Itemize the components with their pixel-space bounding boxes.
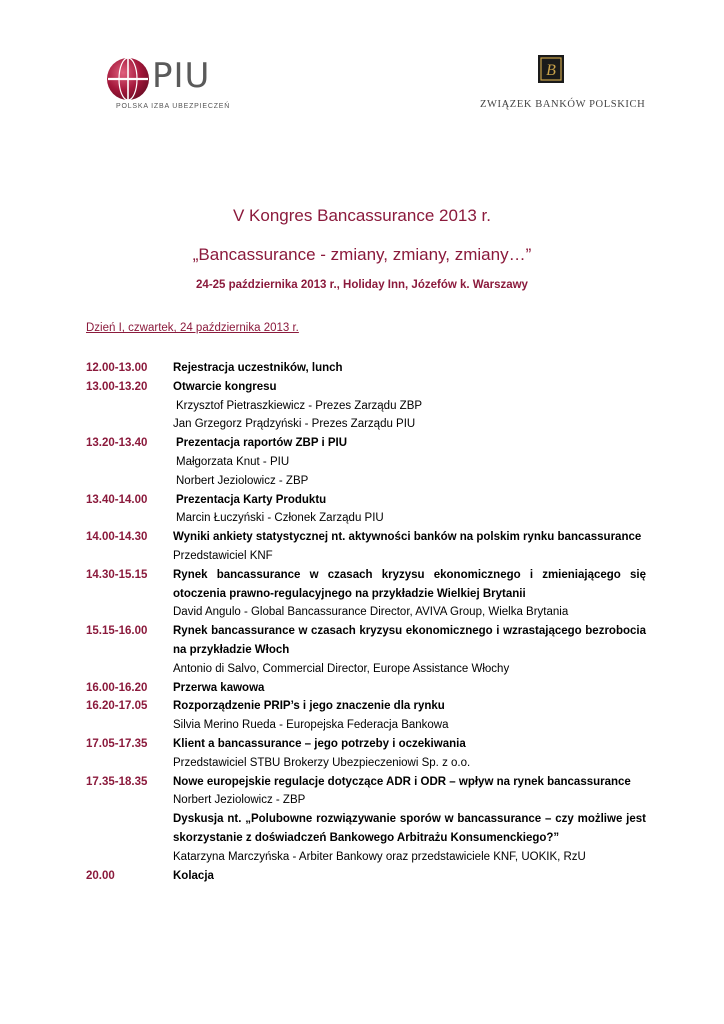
day-heading: Dzień I, czwartek, 24 października 2013 r. xyxy=(86,322,299,334)
zbp-emblem-letter: B xyxy=(546,62,556,79)
agenda-time: 17.05-17.35 xyxy=(86,737,148,750)
agenda-item xyxy=(86,735,646,773)
agenda-item xyxy=(86,622,646,678)
agenda-time: 15.15-16.00 xyxy=(86,625,148,638)
agenda-time: 12.00-13.00 xyxy=(86,362,148,374)
piu-logo xyxy=(104,55,234,115)
agenda-title: Klient a bancassurance – jego potrzeby i oczekiwania xyxy=(173,737,466,750)
agenda-item xyxy=(86,679,646,698)
agenda xyxy=(86,359,646,885)
agenda-item xyxy=(86,867,646,886)
agenda-title: Przerwa kawowa xyxy=(173,681,265,694)
agenda-time: 14.30-15.15 xyxy=(86,568,148,581)
agenda-speaker: Przedstawiciel STBU Brokerzy Ubezpieczeniowi Sp. z o.o. xyxy=(173,756,471,769)
agenda-speaker: Norbert Jeziolowicz - ZBP xyxy=(173,794,306,807)
agenda-time: 14.00-14.30 xyxy=(86,531,148,544)
agenda-speaker: Krzysztof Pietraszkiewicz - Prezes Zarządu ZBP xyxy=(176,399,423,412)
agenda-speaker: Małgorzata Knut - PIU xyxy=(176,455,290,468)
agenda-title: Otwarcie kongresu xyxy=(173,380,277,393)
agenda-speaker: Katarzyna Marczyńska - Arbiter Bankowy oraz przedstawiciele KNF, UOKIK, RzU xyxy=(173,850,586,863)
agenda-speaker: Silvia Merino Rueda - Europejska Federacja Bankowa xyxy=(173,719,449,732)
agenda-title: Rynek bancassurance w czasach kryzysu ekonomicznego i wzrastającego bezrobocia na przykładzie Włoch xyxy=(173,625,646,656)
agenda-discussion: Dyskusja nt. „Polubowne rozwiązywanie sporów w bancassurance – czy możliwe jest skorzystanie z doświadczeń Bankowego Arbitrażu Konsumenckiego?” xyxy=(173,813,646,844)
zbp-emblem-icon xyxy=(538,55,564,83)
agenda-time: 13.40-14.00 xyxy=(86,493,148,506)
agenda-item xyxy=(86,359,646,378)
agenda-speaker: Antonio di Salvo, Commercial Director, Europe Assistance Włochy xyxy=(173,662,510,675)
agenda-title: Prezentacja Karty Produktu xyxy=(176,493,327,506)
piu-name: PIU xyxy=(152,56,211,96)
globe-icon xyxy=(106,57,150,101)
agenda-time: 20.00 xyxy=(86,869,115,882)
agenda-speaker: Przedstawiciel KNF xyxy=(173,549,273,562)
agenda-item xyxy=(86,378,646,434)
agenda-time: 17.35-18.35 xyxy=(86,775,148,788)
agenda-item xyxy=(86,697,646,735)
zbp-name: ZWIĄZEK BANKÓW POLSKICH xyxy=(480,99,646,110)
agenda-item xyxy=(86,566,646,622)
page-title: V Kongres Bancassurance 2013 r. xyxy=(233,206,491,225)
agenda-title: Prezentacja raportów ZBP i PIU xyxy=(176,437,348,450)
agenda-speaker: Marcin Łuczyński - Członek Zarządu PIU xyxy=(176,512,384,525)
agenda-title: Wyniki ankiety statystycznej nt. aktywności banków na polskim rynku bancassurance xyxy=(173,531,642,544)
agenda-time: 13.00-13.20 xyxy=(86,380,148,393)
agenda-time: 16.20-17.05 xyxy=(86,700,148,713)
agenda-item xyxy=(86,773,646,867)
agenda-speaker: Jan Grzegorz Prądzyński - Prezes Zarządu PIU xyxy=(173,418,416,431)
page-subtitle: „Bancassurance - zmiany, zmiany, zmiany…” xyxy=(192,245,532,264)
agenda-title: Nowe europejskie regulacje dotyczące ADR i ODR – wpływ na rynek bancassurance xyxy=(173,775,631,788)
agenda-speaker: Norbert Jeziolowicz - ZBP xyxy=(176,474,309,487)
agenda-item xyxy=(86,434,646,490)
agenda-title: Rynek bancassurance w czasach kryzysu ekonomicznego i zmieniającego się otoczenia prawno-regulacyjnego na przykładzie Wielkiej Brytanii xyxy=(173,568,646,600)
agenda-title: Rozporządzenie PRIP’s i jego znaczenie dla rynku xyxy=(173,700,445,713)
agenda-speaker: David Angulo - Global Bancassurance Director, AVIVA Group, Wielka Brytania xyxy=(173,606,569,619)
zbp-logo xyxy=(480,55,646,115)
agenda-title: Rejestracja uczestników, lunch xyxy=(173,362,343,374)
agenda-item xyxy=(86,491,646,529)
agenda-item xyxy=(86,528,646,566)
agenda-time: 16.00-16.20 xyxy=(86,681,148,694)
agenda-time: 13.20-13.40 xyxy=(86,437,148,450)
agenda-title: Kolacja xyxy=(173,869,214,882)
date-place: 24-25 października 2013 r., Holiday Inn, Józefów k. Warszawy xyxy=(196,279,528,291)
piu-full-name: POLSKA IZBA UBEZPIECZEŃ xyxy=(116,103,231,110)
